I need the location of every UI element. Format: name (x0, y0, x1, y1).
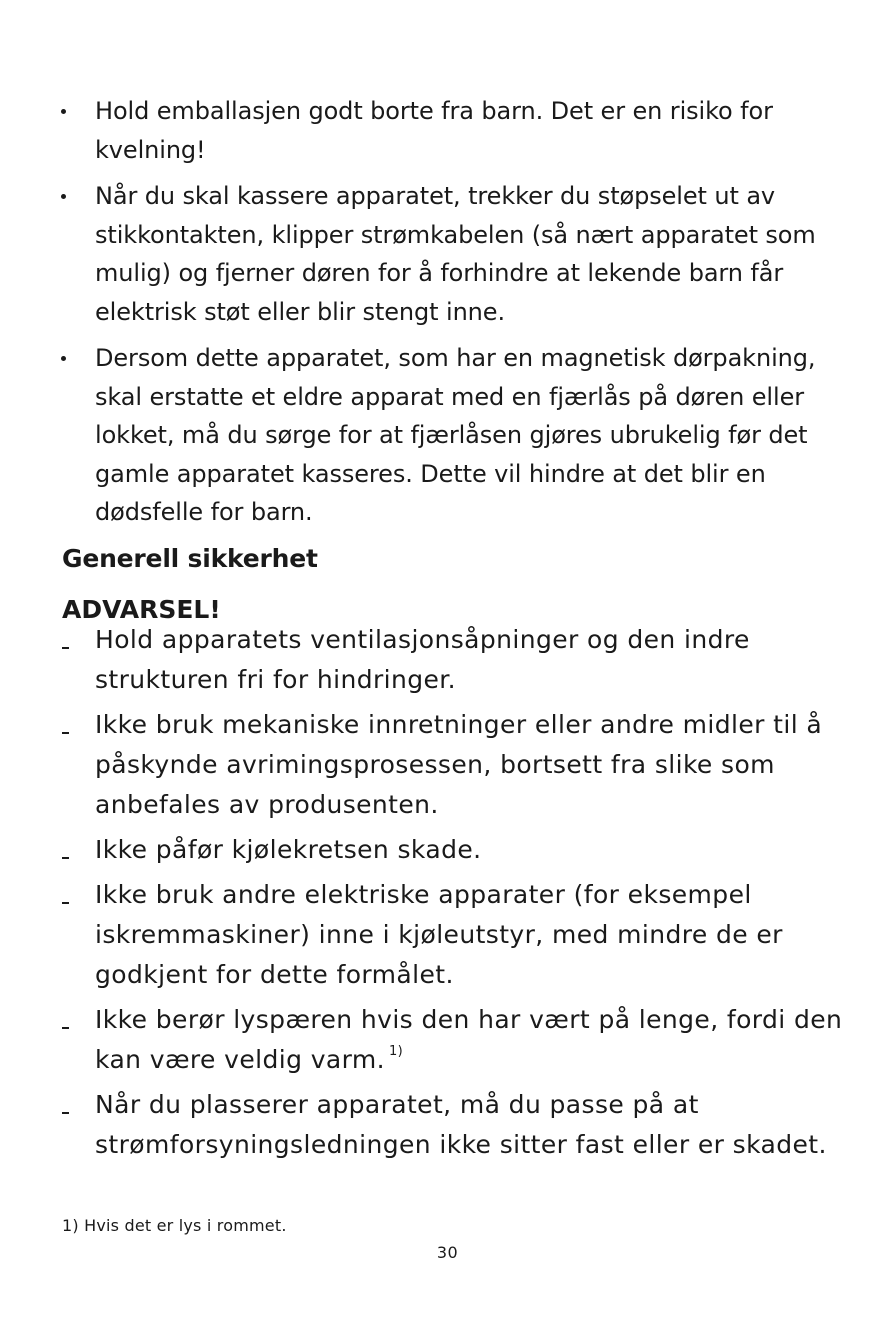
warning-text: Ikke bruk andre elektriske apparater (for eksempel iskremmaskiner) inne i kjøleutstyr, med mindre de er godkjent for dette formålet. (95, 880, 783, 989)
warning-text: Ikke berør lyspæren hvis den har vært på lenge, fordi den kan være veldig varm. (95, 1005, 843, 1074)
footnote-reference: 1) (388, 1043, 404, 1059)
warning-heading: ADVARSEL! (62, 595, 221, 624)
dash-icon (62, 732, 69, 734)
bullet-item (58, 177, 858, 331)
section-heading: Generell sikkerhet (62, 544, 318, 573)
warning-text: Når du plasserer apparatet, må du passe på at strømforsyningsledningen ikke sitter fast eller er skadet. (95, 1090, 827, 1159)
dash-icon (62, 1112, 69, 1114)
dash-icon (62, 1027, 69, 1029)
warning-item (58, 875, 878, 995)
bullet-text: Hold emballasjen godt borte fra barn. Det er en risiko for kvelning! (95, 97, 773, 164)
warning-text: Hold apparatets ventilasjonsåpninger og den indre strukturen fri for hindringer. (95, 625, 750, 694)
bullet-dot-icon (61, 356, 66, 361)
dash-icon (62, 647, 69, 649)
footnote: 1) Hvis det er lys i rommet. (62, 1216, 287, 1235)
warning-item (58, 830, 878, 870)
warning-item (58, 705, 878, 825)
bullet-item (58, 92, 858, 169)
warning-text: Ikke påfør kjølekretsen skade. (95, 835, 482, 864)
warning-list (58, 620, 878, 1170)
page-number: 30 (436, 1243, 459, 1262)
warning-item (58, 620, 878, 700)
bullet-text: Dersom dette apparatet, som har en magnetisk dørpakning, skal erstatte et eldre apparat med en fjærlås på døren eller lokket, må du sørge for at fjærlåsen gjøres ubrukelig før det gamle apparatet kasseres. Dette vil hindre at det blir en dødsfelle for barn. (95, 344, 816, 526)
dash-icon (62, 902, 69, 904)
warning-item (58, 1000, 878, 1080)
bullet-item (58, 339, 858, 532)
warning-item (58, 1085, 878, 1165)
bullet-dot-icon (61, 109, 66, 114)
bullet-dot-icon (61, 194, 66, 199)
warning-text: Ikke bruk mekaniske innretninger eller andre midler til å påskynde avrimingsprosessen, bortsett fra slike som anbefales av produsenten. (95, 710, 823, 819)
dash-icon (62, 857, 69, 859)
child-safety-list (58, 92, 858, 540)
bullet-text: Når du skal kassere apparatet, trekker du støpselet ut av stikkontakten, klipper strømkabelen (så nært apparatet som mulig) og fjerner døren for å forhindre at lekende barn får elektrisk støt eller blir stengt inne. (95, 182, 816, 326)
